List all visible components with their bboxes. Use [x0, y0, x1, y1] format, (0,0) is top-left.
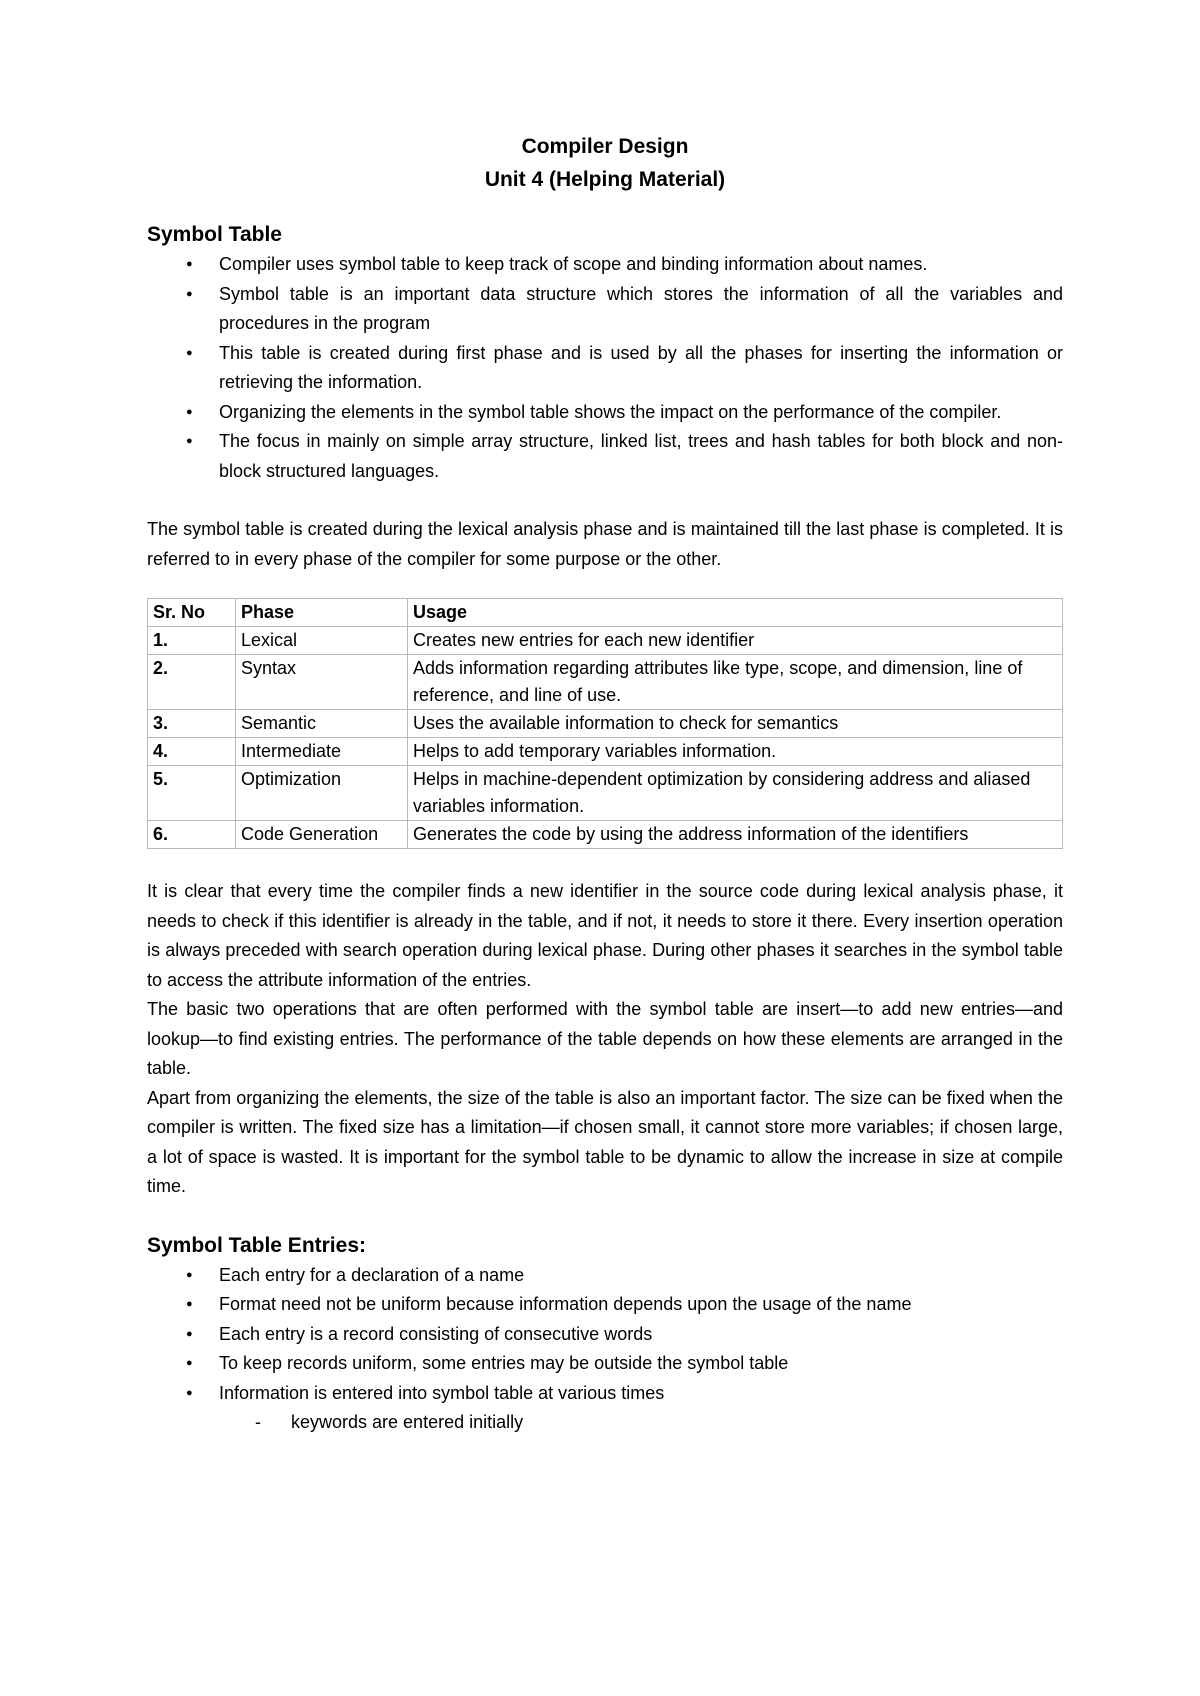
document-page	[147, 130, 1063, 1438]
title-line-1: Compiler Design	[521, 135, 689, 158]
phase-cell: Code Generation	[236, 821, 408, 849]
usage-cell: Creates new entries for each new identifier	[408, 627, 1063, 655]
bullet-item: ● The focus in mainly on simple array structure, linked list, trees and hash tables for both block and non-block structured languages.	[147, 427, 1063, 486]
bullet-item: ● This table is created during first phase and is used by all the phases for inserting the information or retrieving the information.	[147, 339, 1063, 398]
usage-cell: Adds information regarding attributes like type, scope, and dimension, line of reference, and line of use.	[408, 655, 1063, 710]
symbol-table-bullets	[147, 250, 1063, 486]
bullet-item: ● Organizing the elements in the symbol table shows the impact on the performance of the compiler.	[147, 398, 1063, 428]
header-usage: Usage	[408, 599, 1063, 627]
symbol-table-heading: Symbol Table	[147, 223, 282, 246]
bullet-item: ● To keep records uniform, some entries may be outside the symbol table	[147, 1349, 1063, 1379]
usage-cell: Helps in machine-dependent optimization by considering address and aliased variables information.	[408, 766, 1063, 821]
phase-cell: Lexical	[236, 627, 408, 655]
usage-cell: Generates the code by using the address information of the identifiers	[408, 821, 1063, 849]
phase-cell: Intermediate	[236, 738, 408, 766]
sr-cell: 5.	[148, 766, 236, 821]
entries-heading: Symbol Table Entries:	[147, 1233, 366, 1257]
phase-usage-table	[147, 598, 1063, 849]
phase-cell: Syntax	[236, 655, 408, 710]
table-row	[148, 655, 1063, 710]
bullet-item: ● Format need not be uniform because information depends upon the usage of the name	[147, 1290, 1063, 1320]
body-paragraph: Apart from organizing the elements, the size of the table is also an important factor. The size can be fixed when the compiler is written. The fixed size has a limitation—if chosen small, it cannot store more variables; if chosen large, a lot of space is wasted. It is important for the symbol table to be dynamic to allow the increase in size at compile time.	[147, 1087, 1063, 1196]
body-paragraph: The basic two operations that are often performed with the symbol table are insert—to add new entries—and lookup—to find existing entries. The performance of the table depends on how these elements are arranged in the table.	[147, 999, 1063, 1078]
bullet-item: ● Symbol table is an important data structure which stores the information of all the variables and procedures in the program	[147, 280, 1063, 339]
phase-cell: Optimization	[236, 766, 408, 821]
body-paragraph: It is clear that every time the compiler finds a new identifier in the source code during lexical analysis phase, it needs to check if this identifier is already in the table, and if not, it needs to store it there. Every insertion operation is always preceded with search operation during lexical phase. During other phases it searches in the symbol table to access the attribute information of the entries.	[147, 881, 1063, 990]
sr-cell: 2.	[148, 655, 236, 710]
title-line-2: Unit 4 (Helping Material)	[484, 168, 726, 191]
table-row	[148, 627, 1063, 655]
sr-cell: 6.	[148, 821, 236, 849]
table-row	[148, 710, 1063, 738]
usage-cell: Uses the available information to check for semantics	[408, 710, 1063, 738]
header-sr-no: Sr. No	[148, 599, 236, 627]
bullet-item: ● Compiler uses symbol table to keep track of scope and binding information about names.	[147, 250, 1063, 280]
document-title	[147, 130, 1063, 196]
bullet-item: ● Information is entered into symbol table at various times	[147, 1379, 1063, 1409]
entries-bullets	[147, 1261, 1063, 1409]
table-row	[148, 766, 1063, 821]
bullet-item: ● Each entry for a declaration of a name	[147, 1261, 1063, 1291]
sr-cell: 1.	[148, 627, 236, 655]
sub-list-item: - keywords are entered initially	[147, 1408, 1063, 1438]
bullet-item: ● Each entry is a record consisting of consecutive words	[147, 1320, 1063, 1350]
table-header-row	[148, 599, 1063, 627]
usage-cell: Helps to add temporary variables information.	[408, 738, 1063, 766]
table-row	[148, 738, 1063, 766]
phase-cell: Semantic	[236, 710, 408, 738]
sr-cell: 4.	[148, 738, 236, 766]
table-row	[148, 821, 1063, 849]
intro-paragraph: The symbol table is created during the lexical analysis phase and is maintained till the last phase is completed. It is referred to in every phase of the compiler for some purpose or the other.	[147, 519, 1063, 569]
header-phase: Phase	[236, 599, 408, 627]
sr-cell: 3.	[148, 710, 236, 738]
